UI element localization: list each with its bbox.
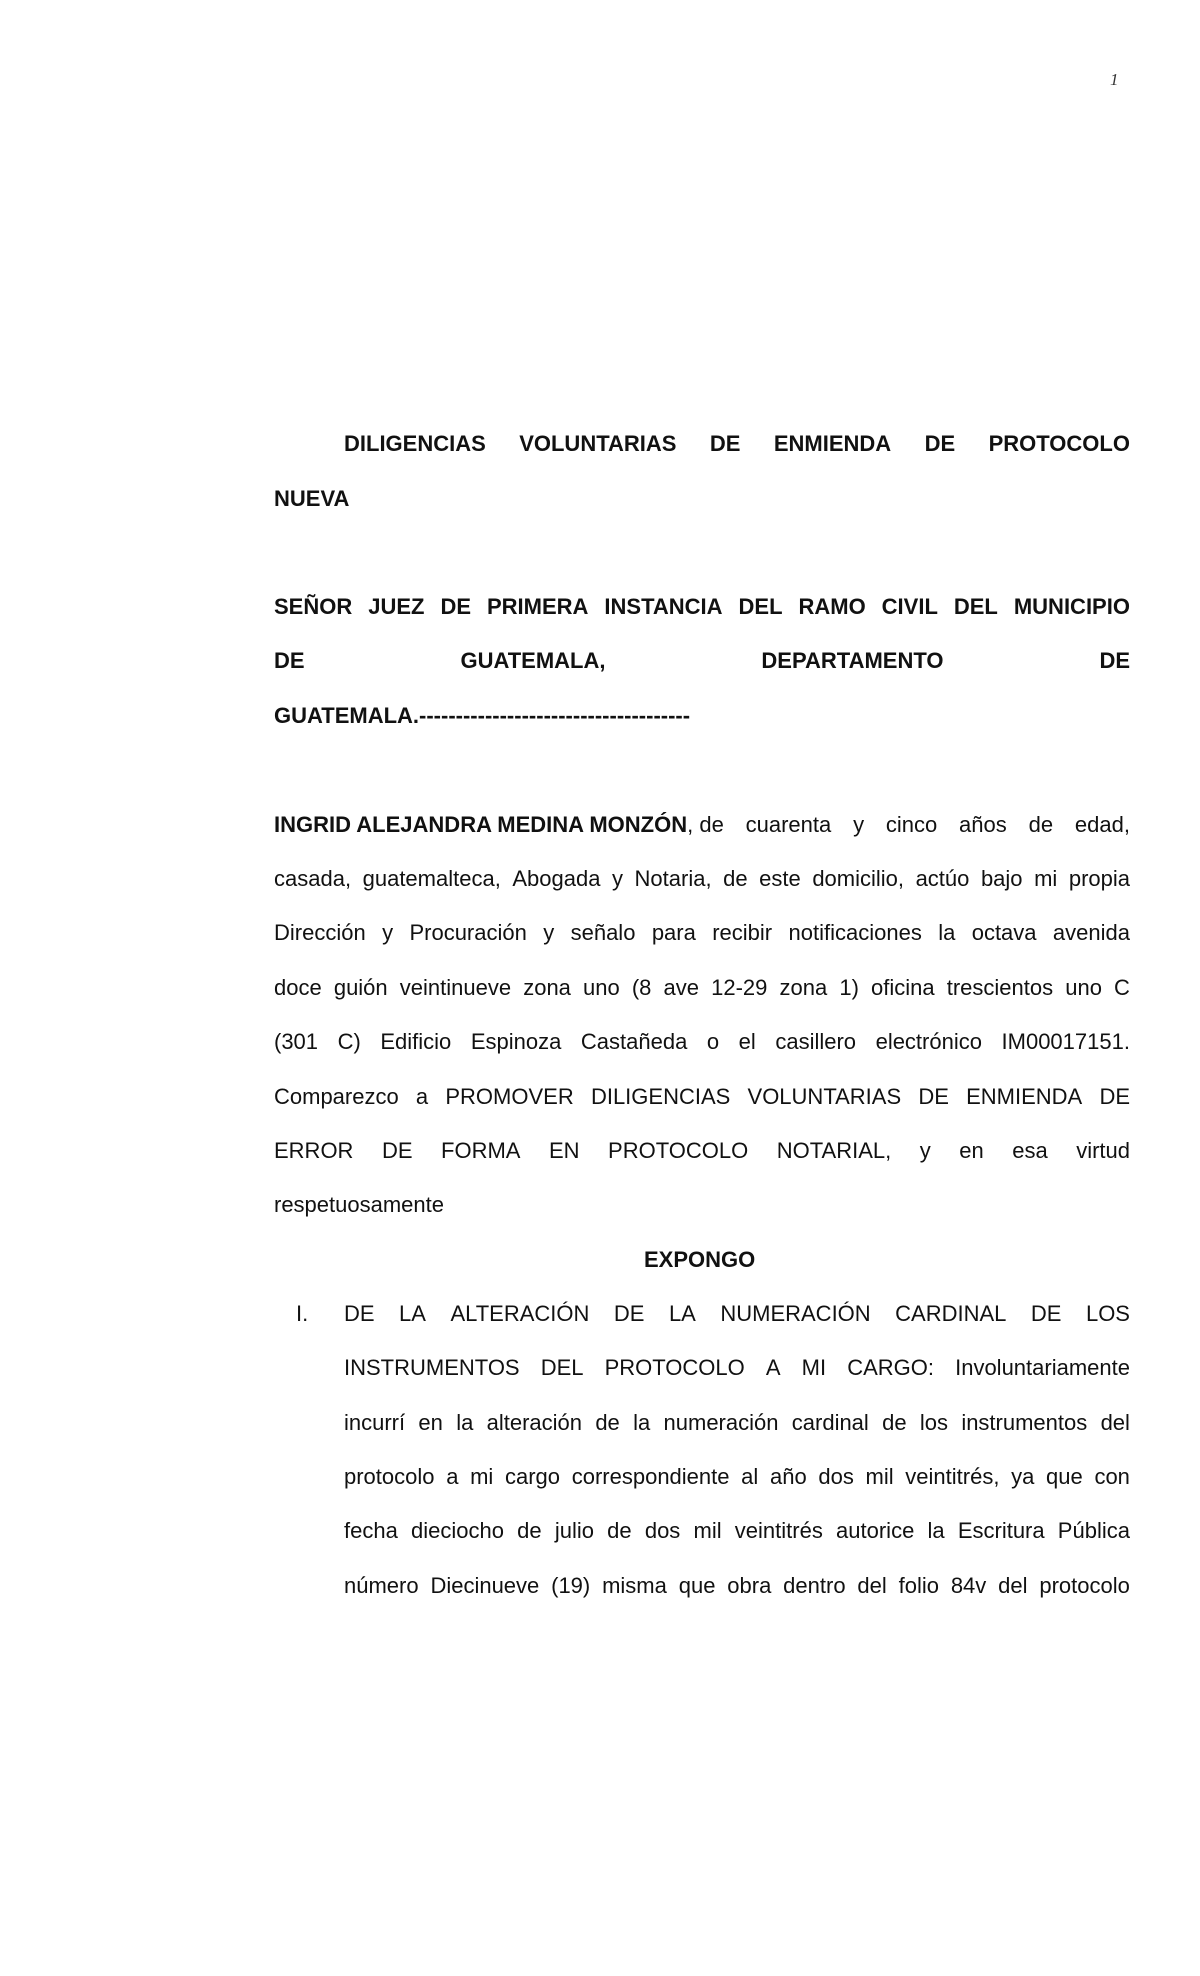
page-number: 1 [1110, 70, 1119, 89]
word: mi [470, 1464, 494, 1489]
word: de [595, 1410, 620, 1435]
word: doce [274, 975, 322, 1000]
title-line-2: NUEVA [274, 486, 350, 511]
word: octava [971, 920, 1037, 945]
word: del [857, 1573, 887, 1598]
word: DE [613, 1301, 645, 1326]
word: número [344, 1573, 419, 1598]
word: casada, [274, 866, 352, 891]
word: con [1094, 1464, 1130, 1489]
intro-line-7 [274, 1138, 1130, 1164]
word: ALTERACIÓN [450, 1301, 590, 1326]
word: de [882, 1410, 907, 1435]
word: bajo [980, 866, 1023, 891]
word: la [927, 1518, 945, 1543]
applicant-name: INGRID ALEJANDRA MEDINA MONZÓN [274, 812, 688, 837]
item-line-3 [344, 1410, 1130, 1436]
word: A [765, 1355, 781, 1380]
word: y [612, 866, 623, 891]
word: obra [727, 1573, 772, 1598]
word: la [456, 1410, 474, 1435]
word: PRIMERA [486, 594, 589, 619]
word: guatemalteca, [362, 866, 501, 891]
word: Diecinueve [430, 1573, 540, 1598]
word: propia [1068, 866, 1130, 891]
word: avenida [1052, 920, 1130, 945]
word: uno [583, 975, 620, 1000]
word: correspondiente [571, 1464, 730, 1489]
word: electrónico [875, 1029, 982, 1054]
word: (8 [631, 975, 652, 1000]
word: Edificio [380, 1029, 452, 1054]
word: DE [274, 648, 305, 673]
word: notificaciones [788, 920, 922, 945]
word: VOLUNTARIAS [519, 431, 677, 456]
word: mil [693, 1518, 722, 1543]
addressee-line-3: GUATEMALA.------------------------------------- [274, 703, 691, 728]
word: INSTRUMENTOS [344, 1355, 520, 1380]
word: numeración [663, 1410, 779, 1435]
word: a [446, 1464, 459, 1489]
word: protocolo [344, 1464, 435, 1489]
word: cardinal [791, 1410, 869, 1435]
word: Dirección [274, 920, 366, 945]
intro-line-3 [274, 920, 1130, 946]
word: ERROR [274, 1138, 354, 1163]
word: veintitrés, [905, 1464, 1000, 1489]
word: EN [548, 1138, 580, 1163]
word: dentro [783, 1573, 846, 1598]
word: recibir [712, 920, 773, 945]
word: GUATEMALA, [460, 648, 606, 673]
word: el [738, 1029, 756, 1054]
word: DILIGENCIAS [590, 1084, 731, 1109]
word: a [415, 1084, 429, 1109]
word: DE [1099, 1084, 1130, 1109]
word: PROMOVER [445, 1084, 574, 1109]
section-heading: EXPONGO [644, 1247, 756, 1272]
word: RAMO [798, 594, 866, 619]
word: mil [865, 1464, 894, 1489]
word: veintinueve [399, 975, 512, 1000]
word: incurrí [344, 1410, 406, 1435]
intro-line-5 [274, 1029, 1130, 1055]
word: zona [779, 975, 828, 1000]
word: del [998, 1573, 1028, 1598]
word: INSTANCIA [604, 594, 723, 619]
word: JUEZ [368, 594, 425, 619]
addressee-line-1 [274, 594, 1130, 620]
word: zona [523, 975, 571, 1000]
word: ave [663, 975, 700, 1000]
word: mi [1034, 866, 1058, 891]
word: DILIGENCIAS [344, 431, 486, 456]
word: NOTARIAL, [776, 1138, 892, 1163]
intro-line-1 [274, 812, 1130, 838]
word: virtud [1076, 1138, 1130, 1163]
word: ENMIENDA [966, 1084, 1083, 1109]
word: y [382, 920, 394, 945]
intro-line-8: respetuosamente [274, 1192, 444, 1217]
word: CARDINAL [895, 1301, 1007, 1326]
item-line-2 [344, 1355, 1130, 1381]
word: Escritura [957, 1518, 1045, 1543]
word: en [418, 1410, 443, 1435]
word: Pública [1057, 1518, 1130, 1543]
word: MUNICIPIO [1013, 594, 1130, 619]
word: alteración [486, 1410, 583, 1435]
word: NUMERACIÓN [720, 1301, 871, 1326]
word: DE [344, 1301, 375, 1326]
word: la [633, 1410, 651, 1435]
word: FORMA [441, 1138, 521, 1163]
item-line-5 [344, 1518, 1130, 1544]
item-numeral: I. [296, 1301, 309, 1326]
word: DE [924, 431, 956, 456]
word: la [938, 920, 956, 945]
word: y [853, 812, 865, 837]
word: domicilio, [812, 866, 905, 891]
intro-line-4 [274, 975, 1130, 1001]
word: Involuntariamente [955, 1355, 1130, 1380]
word: y [919, 1138, 931, 1163]
word: cinco [885, 812, 938, 837]
word: trescientos [946, 975, 1054, 1000]
intro-line-2 [274, 866, 1130, 892]
word: julio [554, 1518, 594, 1543]
title-line-1 [344, 431, 1130, 457]
word: Abogada [512, 866, 601, 891]
word: dos [644, 1518, 681, 1543]
word: instrumentos [961, 1410, 1088, 1435]
word: folio [898, 1573, 939, 1598]
word: Notaria, [634, 866, 712, 891]
word: LA [668, 1301, 696, 1326]
word: dos [818, 1464, 854, 1489]
intro-line-6 [274, 1084, 1130, 1110]
word: ENMIENDA [773, 431, 892, 456]
word: este [759, 866, 801, 891]
word: DE [918, 1084, 949, 1109]
word: (19) [551, 1573, 591, 1598]
item-line-1 [344, 1301, 1130, 1327]
word: al [741, 1464, 759, 1489]
word: PROTOCOLO [988, 431, 1130, 456]
word: de [517, 1518, 542, 1543]
word: cargo [505, 1464, 561, 1489]
word: DEPARTAMENTO [761, 648, 944, 673]
word: que [1046, 1464, 1083, 1489]
word: o [706, 1029, 720, 1054]
word: Procuración [409, 920, 527, 945]
word: PROTOCOLO [608, 1138, 749, 1163]
word: de [723, 866, 748, 891]
word: MI [801, 1355, 827, 1380]
word: LA [399, 1301, 426, 1326]
word: año [769, 1464, 807, 1489]
word: protocolo [1039, 1573, 1130, 1598]
word: DEL [738, 594, 783, 619]
word: para [651, 920, 696, 945]
word: ya [1011, 1464, 1035, 1489]
word: CIVIL [881, 594, 938, 619]
word: C) [337, 1029, 361, 1054]
word: , de [687, 812, 724, 837]
word: misma [602, 1573, 667, 1598]
word: Castañeda [580, 1029, 688, 1054]
word: esa [1012, 1138, 1048, 1163]
word: casillero [775, 1029, 857, 1054]
word: (301 [274, 1029, 319, 1054]
word: 1) [839, 975, 859, 1000]
word: VOLUNTARIAS [747, 1084, 902, 1109]
word: cuarenta [745, 812, 832, 837]
word: del [1100, 1410, 1130, 1435]
word: edad, [1074, 812, 1130, 837]
word: Espinoza [470, 1029, 562, 1054]
word: DE [1099, 648, 1130, 673]
word: PROTOCOLO [604, 1355, 745, 1380]
word: DE [709, 431, 741, 456]
word: 12-29 [711, 975, 768, 1000]
word: de [1028, 812, 1054, 837]
item-line-4 [344, 1464, 1130, 1490]
word: de [607, 1518, 632, 1543]
word: los [919, 1410, 949, 1435]
word: guión [333, 975, 388, 1000]
word: que [678, 1573, 716, 1598]
word: C [1114, 975, 1130, 1000]
word: IM00017151. [1001, 1029, 1130, 1054]
word: CARGO: [847, 1355, 934, 1380]
word: señalo [570, 920, 636, 945]
word: 84v [950, 1573, 987, 1598]
word: Comparezco [274, 1084, 399, 1109]
word: DE [381, 1138, 413, 1163]
word: LOS [1085, 1301, 1130, 1326]
word: en [959, 1138, 984, 1163]
word: y [543, 920, 555, 945]
word: fecha [344, 1518, 398, 1543]
word: veintitrés [734, 1518, 823, 1543]
word: autorice [836, 1518, 915, 1543]
word: DEL [540, 1355, 584, 1380]
word: años [959, 812, 1007, 837]
word: oficina [871, 975, 935, 1000]
word: SEÑOR [274, 594, 353, 619]
word: dieciocho [411, 1518, 504, 1543]
word: DE [1030, 1301, 1062, 1326]
word: uno [1065, 975, 1102, 1000]
name-with-comma [274, 812, 724, 838]
item-line-6 [344, 1573, 1130, 1599]
word: DE [440, 594, 471, 619]
word: DEL [953, 594, 998, 619]
word: actúo [915, 866, 970, 891]
addressee-line-2 [274, 648, 1130, 674]
